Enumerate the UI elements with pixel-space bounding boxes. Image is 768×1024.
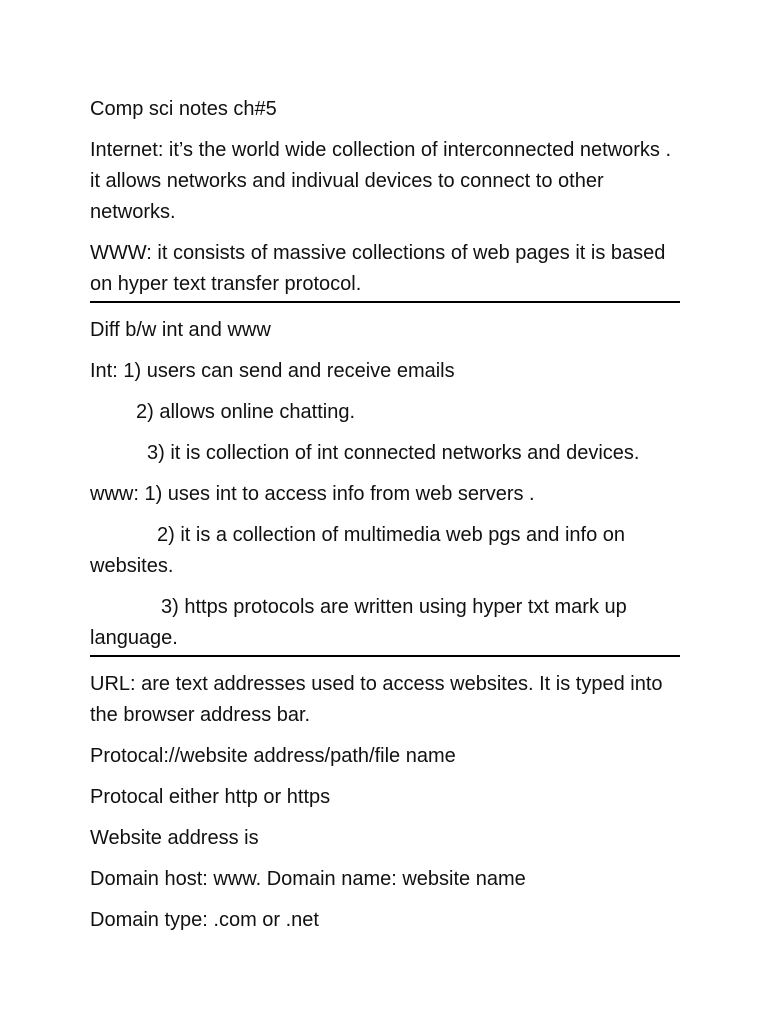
int-point-2: 2) allows online chatting. xyxy=(136,401,356,423)
url-format: Protocal://website address/path/file name xyxy=(90,745,456,767)
www-definition: WWW: it consists of massive collections of web pages it is based on hyper text transfer protocol. xyxy=(90,238,680,303)
domain-type: Domain type: .com or .net xyxy=(90,909,319,931)
page-title: Comp sci notes ch#5 xyxy=(90,98,277,120)
www-point-2: 2) it is a collection of multimedia web pgs and info on websites. xyxy=(90,524,626,577)
notes-page xyxy=(90,94,680,946)
int-point-3: 3) it is collection of int connected networks and devices. xyxy=(147,442,640,464)
url-definition: URL: are text addresses used to access websites. It is typed into the browser address bar. xyxy=(90,673,663,726)
diff-heading: Diff b/w int and www xyxy=(90,319,271,341)
internet-definition: Internet: it’s the world wide collection of interconnected networks . it allows networks and indivual devices to connect to other networks. xyxy=(90,139,672,223)
int-point-1: Int: 1) users can send and receive emails xyxy=(90,360,455,382)
www-point-1: www: 1) uses int to access info from web servers . xyxy=(90,483,535,505)
domain-host: Domain host: www. Domain name: website name xyxy=(90,868,526,890)
protocol-note: Protocal either http or https xyxy=(90,786,331,808)
website-address: Website address is xyxy=(90,827,259,849)
www-point-3: 3) https protocols are written using hyper txt mark up language. xyxy=(90,592,680,657)
